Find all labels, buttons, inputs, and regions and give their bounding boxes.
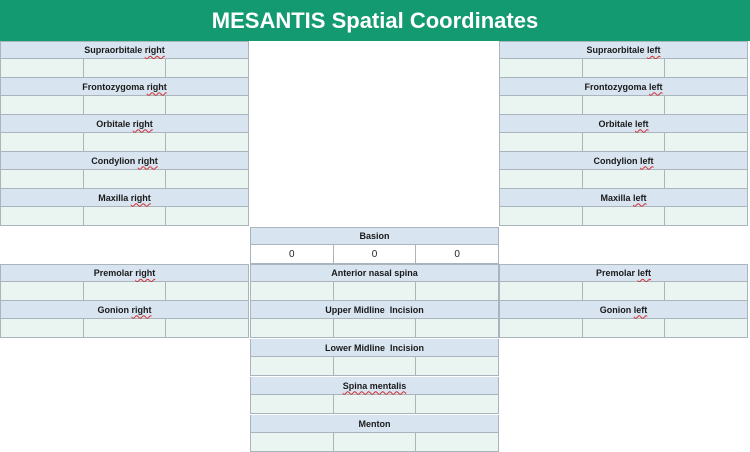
z-cell[interactable] [416,357,499,376]
x-cell[interactable] [250,319,334,338]
x-cell[interactable] [0,207,84,226]
z-cell[interactable] [166,319,249,338]
y-cell[interactable] [84,59,167,78]
y-cell[interactable] [583,207,666,226]
z-cell[interactable] [166,133,249,152]
z-cell[interactable] [665,207,748,226]
y-cell[interactable] [84,133,167,152]
x-cell[interactable] [0,96,84,115]
landmark-condylion-right [0,152,249,189]
z-cell[interactable] [166,207,249,226]
x-cell[interactable] [499,133,583,152]
landmark-label: Gonion left [499,301,748,319]
landmark-label: Frontozygoma right [0,78,249,96]
landmark-supraorbitale-right [0,41,249,78]
landmark-orbitale-left [499,115,748,152]
x-cell[interactable] [499,319,583,338]
landmark-label: Premolar left [499,264,748,282]
landmark-label: Condylion left [499,152,748,170]
landmark-label: Premolar right [0,264,249,282]
y-cell[interactable] [583,170,666,189]
landmark-frontozygoma-right [0,78,249,115]
z-cell[interactable] [166,282,249,301]
page-title: MESANTIS Spatial Coordinates [0,0,750,41]
z-cell[interactable] [665,133,748,152]
landmark-anterior-nasal-spina [250,264,499,301]
z-cell[interactable] [166,59,249,78]
x-cell[interactable] [499,96,583,115]
y-cell[interactable] [583,133,666,152]
y-cell[interactable] [84,96,167,115]
landmark-label: Gonion right [0,301,249,319]
x-cell[interactable] [499,59,583,78]
landmark-label: Basion [250,227,499,245]
x-cell[interactable] [499,170,583,189]
y-cell[interactable] [84,319,167,338]
z-cell[interactable]: 0 [416,245,499,264]
y-cell[interactable] [583,96,666,115]
x-cell[interactable] [0,282,84,301]
landmark-label: Upper Midline Incision [250,301,499,319]
landmark-maxilla-left [499,189,748,226]
landmark-premolar-left [499,264,748,301]
landmark-label: Maxilla left [499,189,748,207]
y-cell[interactable] [334,357,417,376]
landmark-gonion-left [499,301,748,338]
x-cell[interactable] [250,433,334,452]
x-cell[interactable] [0,319,84,338]
y-cell[interactable] [334,282,417,301]
x-cell[interactable] [250,395,334,414]
y-cell[interactable] [583,59,666,78]
landmark-label: Orbitale right [0,115,249,133]
landmark-label: Spina mentalis [250,377,499,395]
z-cell[interactable] [665,59,748,78]
y-cell[interactable] [84,207,167,226]
x-cell[interactable] [499,282,583,301]
x-cell[interactable] [250,282,334,301]
landmark-condylion-left [499,152,748,189]
landmark-label: Supraorbitale left [499,41,748,59]
y-cell[interactable] [583,282,666,301]
landmark-menton [250,415,499,452]
y-cell[interactable] [334,395,417,414]
y-cell[interactable]: 0 [334,245,417,264]
z-cell[interactable] [665,96,748,115]
z-cell[interactable] [665,319,748,338]
z-cell[interactable] [665,282,748,301]
x-cell[interactable] [250,357,334,376]
x-cell[interactable]: 0 [250,245,334,264]
landmark-label: Menton [250,415,499,433]
z-cell[interactable] [166,96,249,115]
x-cell[interactable] [0,59,84,78]
y-cell[interactable] [583,319,666,338]
landmark-label: Orbitale left [499,115,748,133]
landmark-label: Lower Midline Incision [250,339,499,357]
landmark-orbitale-right [0,115,249,152]
landmark-frontozygoma-left [499,78,748,115]
y-cell[interactable] [84,170,167,189]
x-cell[interactable] [499,207,583,226]
z-cell[interactable] [416,319,499,338]
z-cell[interactable] [416,395,499,414]
z-cell[interactable] [416,282,499,301]
landmark-basion [250,227,499,264]
landmark-label: Frontozygoma left [499,78,748,96]
landmark-label: Condylion right [0,152,249,170]
y-cell[interactable] [84,282,167,301]
y-cell[interactable] [334,319,417,338]
landmark-label: Supraorbitale right [0,41,249,59]
x-cell[interactable] [0,133,84,152]
z-cell[interactable] [166,170,249,189]
y-cell[interactable] [334,433,417,452]
landmark-upper-midline-incision [250,301,499,338]
landmark-premolar-right [0,264,249,301]
landmark-maxilla-right [0,189,249,226]
landmark-spina-mentalis [250,377,499,414]
landmark-lower-midline-incision [250,339,499,376]
z-cell[interactable] [665,170,748,189]
z-cell[interactable] [416,433,499,452]
landmark-gonion-right [0,301,249,338]
landmark-supraorbitale-left [499,41,748,78]
x-cell[interactable] [0,170,84,189]
landmark-label: Maxilla right [0,189,249,207]
landmark-label: Anterior nasal spina [250,264,499,282]
